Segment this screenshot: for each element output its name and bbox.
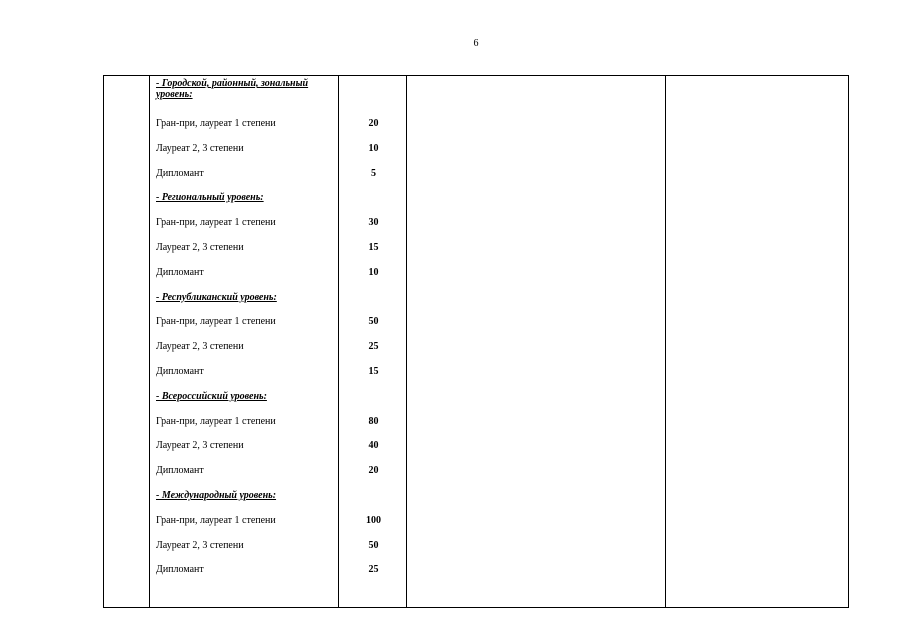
table-row xyxy=(156,509,381,534)
row-label: Гран-при, лауреат 1 степени xyxy=(156,118,276,129)
page-number: 6 xyxy=(473,38,479,49)
row-label: Гран-при, лауреат 1 степени xyxy=(156,316,276,328)
table-row xyxy=(156,360,379,385)
table-row xyxy=(156,137,379,162)
row-label: Дипломант xyxy=(156,167,204,179)
section-heading-row xyxy=(156,385,336,410)
row-label: Гран-при, лауреат 1 степени xyxy=(156,415,276,427)
table-row xyxy=(156,534,379,559)
table-row xyxy=(156,261,379,286)
table-row xyxy=(156,211,379,236)
row-points: 15 xyxy=(368,241,379,253)
row-points: 25 xyxy=(368,341,379,353)
table-row xyxy=(156,236,379,261)
row-points: 20 xyxy=(368,118,379,129)
table-row xyxy=(156,558,379,583)
row-points: 10 xyxy=(368,266,379,278)
section-heading-row xyxy=(156,286,336,311)
table-row xyxy=(156,162,376,187)
section-heading: - Международный уровень: xyxy=(156,489,277,501)
row-label: Лауреат 2, 3 степени xyxy=(156,341,244,353)
row-label: Лауреат 2, 3 степени xyxy=(156,539,244,551)
row-points: 5 xyxy=(371,167,376,179)
row-label: Лауреат 2, 3 степени xyxy=(156,440,244,452)
row-points: 30 xyxy=(368,217,379,229)
section-heading: - Всероссийский уровень: xyxy=(156,390,267,402)
table-row xyxy=(156,335,379,360)
row-label: Лауреат 2, 3 степени xyxy=(156,142,244,154)
section-heading: - Республиканский уровень: xyxy=(156,291,277,303)
section-heading: - Региональный уровень: xyxy=(156,192,264,204)
row-points: 50 xyxy=(368,539,379,551)
row-label: Лауреат 2, 3 степени xyxy=(156,241,244,253)
row-label: Дипломант xyxy=(156,365,204,377)
row-points: 40 xyxy=(368,440,379,452)
row-label: Дипломант xyxy=(156,465,204,477)
row-label: Гран-при, лауреат 1 степени xyxy=(156,514,276,526)
column-divider xyxy=(149,76,150,607)
section-heading: - Городской, районный, зональный уровень: xyxy=(156,78,309,100)
row-points: 50 xyxy=(368,316,379,328)
row-points: 25 xyxy=(368,564,379,576)
table-row xyxy=(156,410,379,435)
criteria-table xyxy=(103,75,849,608)
row-label: Гран-при, лауреат 1 степени xyxy=(156,217,276,229)
row-label: Дипломант xyxy=(156,266,204,278)
row-points: 15 xyxy=(368,365,379,377)
criteria-cell xyxy=(156,78,381,583)
table-row xyxy=(156,459,379,484)
row-points: 100 xyxy=(366,514,381,526)
column-divider xyxy=(406,76,407,607)
column-divider xyxy=(665,76,666,607)
row-points: 10 xyxy=(368,142,379,154)
table-row xyxy=(156,112,379,137)
section-heading-row xyxy=(156,484,336,509)
table-row xyxy=(156,310,379,335)
table-row xyxy=(156,434,379,459)
row-points: 80 xyxy=(368,415,379,427)
column-divider xyxy=(338,76,339,607)
section-heading-row xyxy=(156,186,336,211)
row-points: 20 xyxy=(368,465,379,477)
row-label: Дипломант xyxy=(156,564,204,576)
